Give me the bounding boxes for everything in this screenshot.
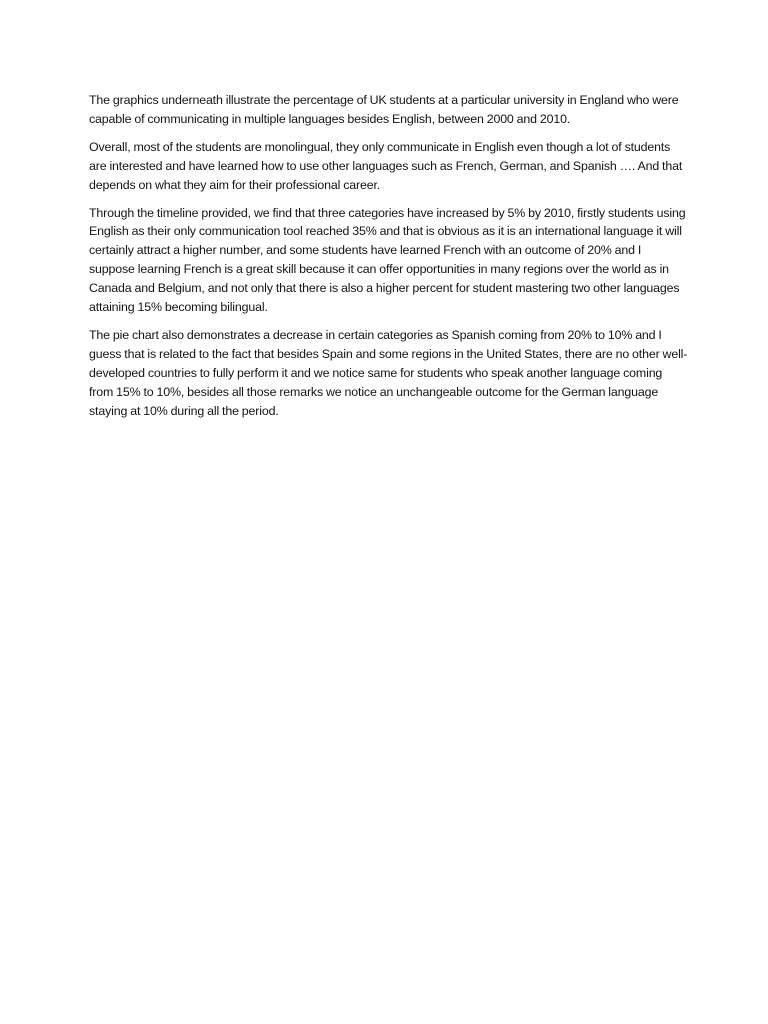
paragraph-increases: Through the timeline provided, we find that three categories have increased by 5% by 2010, firstly students using English as their only communication tool reached 35% and that is obvious as it is an international language it will certainly attract a higher number, and some students have learned French with an outcome of 20% and I suppose learning French is a great skill because it can offer opportunities in many regions over the world as in Canada and Belgium, and not only that there is also a higher percent for student mastering two other languages attaining 15% becoming bilingual. [89,205,686,315]
document-body [89,91,689,430]
paragraph-overview: Overall, most of the students are monolingual, they only communicate in English even though a lot of students are interested and have learned how to use other languages such as French, German, and Spanish …. And that depends on what they aim for their professional career. [89,139,683,192]
paragraph-intro: The graphics underneath illustrate the percentage of UK students at a particular university in England who were capable of communicating in multiple languages besides English, between 2000 and 2010. [89,93,679,126]
paragraph-decreases: The pie chart also demonstrates a decrease in certain categories as Spanish coming from 20% to 10% and I guess that is related to the fact that besides Spain and some regions in the United States, there are no other well-developed countries to fully perform it and we notice same for students who speak another language coming from 15% to 10%, besides all those remarks we notice an unchangeable outcome for the German language staying at 10% during all the period. [89,327,688,418]
